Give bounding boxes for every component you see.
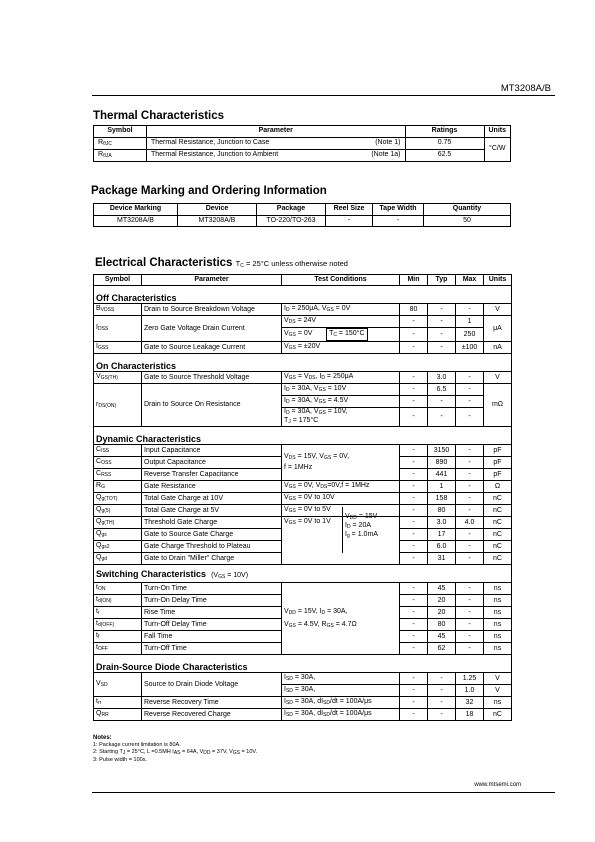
min-cell: - xyxy=(400,673,428,685)
parameter-cell: Rise Time xyxy=(142,607,282,619)
cell: TO-220/TO-263 xyxy=(257,215,326,227)
symbol-cell: $t_{d(ON)}$ xyxy=(94,595,142,607)
unit-cell: nC xyxy=(484,493,512,505)
typ-cell: 31 xyxy=(428,553,456,565)
unit-cell: V xyxy=(484,673,512,685)
col-max: Max xyxy=(456,275,484,286)
symbol-cell: $Q_{g(5)}$ xyxy=(94,505,142,517)
col-typ: Typ xyxy=(428,275,456,286)
rating-cell: 62.5 xyxy=(405,149,484,161)
thermal-title: Thermal Characteristics xyxy=(93,110,225,122)
table-header-row xyxy=(94,126,511,138)
max-cell: - xyxy=(456,541,484,553)
min-cell: - xyxy=(400,481,428,493)
max-cell: - xyxy=(456,607,484,619)
typ-cell: 1 xyxy=(428,481,456,493)
col-symbol: Symbol xyxy=(94,275,142,286)
note-cell: (Note 1a) xyxy=(347,149,406,161)
parameter-cell: Zero Gate Voltage Drain Current xyxy=(142,316,282,342)
table-row xyxy=(94,481,512,493)
max-cell: - xyxy=(456,583,484,595)
unit-cell: nC xyxy=(484,709,512,721)
symbol-cell: $V_{SD}$ xyxy=(94,673,142,697)
min-cell: - xyxy=(400,505,428,517)
table-row xyxy=(94,709,512,721)
part-number: MT3208A/B xyxy=(500,83,551,94)
parameter-cell: Turn-On Delay Time xyxy=(142,595,282,607)
typ-cell: 441 xyxy=(428,469,456,481)
typ-cell: 890 xyxy=(428,457,456,469)
min-cell: - xyxy=(400,607,428,619)
col-device-marking: Device Marking xyxy=(94,204,178,216)
unit-cell: nC xyxy=(484,529,512,541)
unit-cell: ns xyxy=(484,619,512,631)
typ-cell: - xyxy=(428,328,456,342)
unit-cell: ns xyxy=(484,643,512,655)
col-device: Device xyxy=(178,204,257,216)
unit-cell: V xyxy=(484,685,512,697)
condition-cell: $I_{SD} = 30A$, xyxy=(282,673,400,685)
parameter-cell: Gate to Drain "Miller" Charge xyxy=(142,553,282,565)
max-cell: 1.25 xyxy=(456,673,484,685)
section-header-off: Off Characteristics xyxy=(94,286,512,304)
symbol-cell: $V_{GS(TH)}$ xyxy=(94,372,142,384)
min-cell: - xyxy=(400,328,428,342)
cell: MT3208A/B xyxy=(178,215,257,227)
min-cell: - xyxy=(400,493,428,505)
min-cell: - xyxy=(400,553,428,565)
cell: MT3208A/B xyxy=(94,215,178,227)
max-cell: 250 xyxy=(456,328,484,342)
parameter-cell: Gate Charge Threshold to Plateau xyxy=(142,541,282,553)
max-cell: - xyxy=(456,469,484,481)
max-cell: - xyxy=(456,643,484,655)
typ-cell: 62 xyxy=(428,643,456,655)
table-header-row xyxy=(94,275,512,286)
symbol-cell: $t_{OFF}$ xyxy=(94,643,142,655)
symbol-cell: $I_{DSS}$ xyxy=(94,316,142,342)
footer-rule xyxy=(92,792,555,793)
unit-cell: ns xyxy=(484,697,512,709)
symbol-cell: $t_{d(OFF)}$ xyxy=(94,619,142,631)
symbol-cell: $C_{OSS}$ xyxy=(94,457,142,469)
col-tape-width: Tape Width xyxy=(373,204,424,216)
footer-website[interactable]: www.mtsemi.com xyxy=(474,782,521,788)
table-row xyxy=(94,673,512,685)
typ-cell: 17 xyxy=(428,529,456,541)
typ-cell: - xyxy=(428,316,456,328)
symbol-cell: $t_{rr}$ xyxy=(94,697,142,709)
max-cell: - xyxy=(456,396,484,408)
cell: - xyxy=(326,215,373,227)
typ-cell: - xyxy=(428,408,456,427)
table-row xyxy=(94,149,511,161)
parameter-cell: Drain to Source On Resistance xyxy=(142,384,282,427)
parameter-cell: Total Gate Charge at 5V xyxy=(142,505,282,517)
min-cell: - xyxy=(400,529,428,541)
max-cell: 1.0 xyxy=(456,685,484,697)
symbol-cell: $Q_{g(TOT)}$ xyxy=(94,493,142,505)
condition-cell: $V_{GS} = 0V$ $T_C = 150^\circ C$ xyxy=(282,328,400,342)
symbol-cell: $Q_{gs}$ xyxy=(94,529,142,541)
section-header-diode: Drain-Source Diode Characteristics xyxy=(94,655,512,673)
condition-cell: $I_{SD} = 30A$, $dI_{SD}/dt = 100A/\mu s$ xyxy=(282,709,400,721)
min-cell: - xyxy=(400,396,428,408)
min-cell: - xyxy=(400,541,428,553)
typ-cell: 158 xyxy=(428,493,456,505)
symbol-cell: $C_{RSS}$ xyxy=(94,469,142,481)
table-row xyxy=(94,304,512,316)
symbol-cell: $t_{ON}$ xyxy=(94,583,142,595)
unit-cell: V xyxy=(484,304,512,316)
note-1: 1: Package current limitation is 80A. xyxy=(93,742,181,748)
unit-cell: nC xyxy=(484,505,512,517)
unit-cell: ns xyxy=(484,607,512,619)
parameter-cell: Gate to Source Leakage Current xyxy=(142,342,282,354)
max-cell: - xyxy=(456,372,484,384)
condition-cell: $I_{SD} = 30A$, xyxy=(282,685,400,697)
min-cell: - xyxy=(400,709,428,721)
typ-cell: 6.5 xyxy=(428,384,456,396)
table-header-row xyxy=(94,204,511,216)
unit-cell: ns xyxy=(484,583,512,595)
typ-cell: 45 xyxy=(428,631,456,643)
unit-cell: pF xyxy=(484,457,512,469)
col-package: Package xyxy=(257,204,326,216)
unit-cell: nC xyxy=(484,553,512,565)
table-row xyxy=(94,517,512,529)
min-cell: - xyxy=(400,643,428,655)
table-row xyxy=(94,505,512,517)
max-cell: - xyxy=(456,553,484,565)
max-cell: - xyxy=(456,619,484,631)
section-header-switching: Switching Characteristics $(V_{GS} = 10V)$ xyxy=(94,565,512,583)
max-cell: - xyxy=(456,408,484,427)
typ-cell: 3.0 xyxy=(428,517,456,529)
table-row xyxy=(94,583,512,595)
typ-cell: 20 xyxy=(428,607,456,619)
min-cell: - xyxy=(400,517,428,529)
min-cell: - xyxy=(400,384,428,396)
parameter-cell: Threshold Gate Charge xyxy=(142,517,282,529)
units-cell: °C/W xyxy=(484,137,511,161)
section-header-on: On Characteristics xyxy=(94,354,512,372)
symbol-cell: $R_{\theta JC}$ xyxy=(94,137,147,149)
max-cell: - xyxy=(456,505,484,517)
symbol-cell: $r_{DS(ON)}$ xyxy=(94,384,142,427)
table-row xyxy=(94,384,512,396)
parameter-cell: Gate Resistance xyxy=(142,481,282,493)
parameter-cell: Thermal Resistance, Junction to Ambient xyxy=(147,149,347,161)
symbol-cell: $Q_{RR}$ xyxy=(94,709,142,721)
max-cell: ±100 xyxy=(456,342,484,354)
typ-cell: 3.0 xyxy=(428,372,456,384)
symbol-cell: $Q_{gs2}$ xyxy=(94,541,142,553)
parameter-cell: Reverse Transfer Capacitance xyxy=(142,469,282,481)
max-cell: - xyxy=(456,384,484,396)
parameter-cell: Thermal Resistance, Junction to Case xyxy=(147,137,347,149)
condition-cell: $I_D = 250\mu A$, $V_{GS} = 0V$ xyxy=(282,304,400,316)
typ-cell: - xyxy=(428,709,456,721)
max-cell: - xyxy=(456,631,484,643)
table-row xyxy=(94,137,511,149)
package-title: Package Marking and Ordering Information xyxy=(91,185,327,197)
typ-cell: - xyxy=(428,697,456,709)
col-units: Units xyxy=(484,126,511,138)
max-cell: - xyxy=(456,529,484,541)
symbol-cell: $t_f$ xyxy=(94,631,142,643)
symbol-cell: $R_G$ xyxy=(94,481,142,493)
condition-cell: $V_{GS} = V_{DS}$, $I_D = 250\mu A$ xyxy=(282,372,400,384)
table-row xyxy=(94,316,512,328)
parameter-cell: Total Gate Charge at 10V xyxy=(142,493,282,505)
condition-cell: $V_{GS} = 0V$ to 5V xyxy=(282,505,400,517)
package-table xyxy=(93,203,511,227)
symbol-cell: $Q_{gd}$ xyxy=(94,553,142,565)
condition-cell: $V_{GS} = 0V$ to 10V xyxy=(282,493,400,505)
col-parameter: Parameter xyxy=(147,126,406,138)
condition-cell: $I_{SD} = 30A$, $dI_{SD}/dt = 100A/\mu s$ xyxy=(282,697,400,709)
unit-cell: pF xyxy=(484,469,512,481)
typ-cell: 6.0 xyxy=(428,541,456,553)
typ-cell: - xyxy=(428,304,456,316)
notes-heading: Notes: xyxy=(93,735,112,741)
parameter-cell: Turn-Off Delay Time xyxy=(142,619,282,631)
typ-cell: 20 xyxy=(428,595,456,607)
cell: - xyxy=(373,215,424,227)
note-cell: (Note 1) xyxy=(347,137,406,149)
typ-cell: - xyxy=(428,685,456,697)
notes xyxy=(93,735,257,764)
col-quantity: Quantity xyxy=(424,204,511,216)
parameter-cell: Reverse Recovered Charge xyxy=(142,709,282,721)
cell: 50 xyxy=(424,215,511,227)
typ-cell: 80 xyxy=(428,619,456,631)
min-cell: - xyxy=(400,583,428,595)
table-row xyxy=(94,493,512,505)
parameter-cell: Turn-Off Time xyxy=(142,643,282,655)
col-units: Units xyxy=(484,275,512,286)
unit-cell: V xyxy=(484,372,512,384)
min-cell: - xyxy=(400,316,428,328)
typ-cell: 45 xyxy=(428,583,456,595)
max-cell: - xyxy=(456,304,484,316)
rating-cell: 0.75 xyxy=(405,137,484,149)
symbol-cell: $Q_{g(TH)}$ xyxy=(94,517,142,529)
condition-cell: $I_D = 30A$, $V_{GS} = 4.5V$ xyxy=(282,396,400,408)
condition-cell: $I_D = 30A$, $V_{GS} = 10V$ xyxy=(282,384,400,396)
typ-cell: - xyxy=(428,396,456,408)
condition-cell: $V_{GS} = \pm 20V$ xyxy=(282,342,400,354)
symbol-cell: $B_{VDSS}$ xyxy=(94,304,142,316)
unit-cell: nA xyxy=(484,342,512,354)
symbol-cell: $t_r$ xyxy=(94,607,142,619)
parameter-cell: Gate to Source Gate Charge xyxy=(142,529,282,541)
header-rule xyxy=(92,95,555,96)
symbol-cell: $C_{ISS}$ xyxy=(94,445,142,457)
unit-cell: μA xyxy=(484,316,512,342)
parameter-cell: Turn-On Time xyxy=(142,583,282,595)
max-cell: 1 xyxy=(456,316,484,328)
max-cell: - xyxy=(456,595,484,607)
condition-cell: $V_{DD} = 15V$, $I_D = 30A$, $V_{GS} = 4.5V$, $R_{GS} = 4.7\Omega$ xyxy=(282,583,400,655)
typ-cell: 3150 xyxy=(428,445,456,457)
gate-charge-conditions: $V_{DD} = 15V$ $I_D = 20A$ $I_g = 1.0mA$ xyxy=(342,507,378,553)
unit-cell: nC xyxy=(484,517,512,529)
note-3: 3: Pulse width = 100s. xyxy=(93,757,147,763)
min-cell: - xyxy=(400,631,428,643)
table-row xyxy=(94,342,512,354)
electrical-table xyxy=(93,274,512,721)
table-row xyxy=(94,372,512,384)
typ-cell: - xyxy=(428,342,456,354)
parameter-cell: Fall Time xyxy=(142,631,282,643)
max-cell: - xyxy=(456,457,484,469)
parameter-cell: Input Capacitance xyxy=(142,445,282,457)
unit-cell: ns xyxy=(484,595,512,607)
max-cell: - xyxy=(456,445,484,457)
symbol-cell: $R_{\theta JA}$ xyxy=(94,149,147,161)
min-cell: - xyxy=(400,408,428,427)
electrical-title: Electrical Characteristics $T_C = 25^\circ C$ unless otherwise noted xyxy=(95,257,348,269)
parameter-cell: Output Capacitance xyxy=(142,457,282,469)
typ-cell: - xyxy=(428,673,456,685)
unit-cell: Ω xyxy=(484,481,512,493)
col-min: Min xyxy=(400,275,428,286)
unit-cell: nC xyxy=(484,541,512,553)
unit-cell: ns xyxy=(484,631,512,643)
col-test-conditions: Test Conditions xyxy=(282,275,400,286)
max-cell: 32 xyxy=(456,697,484,709)
min-cell: - xyxy=(400,619,428,631)
parameter-cell: Reverse Recovery Time xyxy=(142,697,282,709)
condition-cell: $V_{DS} = 24V$ xyxy=(282,316,400,328)
unit-cell: mΩ xyxy=(484,384,512,427)
max-cell: - xyxy=(456,481,484,493)
min-cell: - xyxy=(400,445,428,457)
parameter-cell: Drain to Source Breakdown Voltage xyxy=(142,304,282,316)
condition-cell: $V_{DS} = 15V$, $V_{GS} = 0V$, f = 1MHz xyxy=(282,445,400,481)
symbol-cell: $I_{GSS}$ xyxy=(94,342,142,354)
parameter-cell: Source to Drain Diode Voltage xyxy=(142,673,282,697)
min-cell: - xyxy=(400,372,428,384)
note-2: 2: Starting $T_J = 25^\circ C$, L =0.5MH $I_{AS} = 64A$, $V_{DD} = 37V$, $V_{GS} = 10V$. xyxy=(93,749,258,756)
min-cell: 80 xyxy=(400,304,428,316)
table-row xyxy=(94,215,511,227)
condition-cell: $V_{GS} = 0V$, $V_{DS}=0V,f = 1MHz$ xyxy=(282,481,400,493)
col-reel-size: Reel Size xyxy=(326,204,373,216)
max-cell: 18 xyxy=(456,709,484,721)
max-cell: 4.0 xyxy=(456,517,484,529)
table-row xyxy=(94,445,512,457)
table-row xyxy=(94,697,512,709)
unit-cell: pF xyxy=(484,445,512,457)
min-cell: - xyxy=(400,595,428,607)
section-header-dynamic: Dynamic Characteristics xyxy=(94,427,512,445)
min-cell: - xyxy=(400,342,428,354)
col-parameter: Parameter xyxy=(142,275,282,286)
col-symbol: Symbol xyxy=(94,126,147,138)
min-cell: - xyxy=(400,469,428,481)
thermal-table xyxy=(93,125,511,162)
min-cell: - xyxy=(400,457,428,469)
min-cell: - xyxy=(400,685,428,697)
typ-cell: 80 xyxy=(428,505,456,517)
max-cell: - xyxy=(456,493,484,505)
condition-cell: $V_{GS} = 0V$ to 1V $V_{DD} = 15V$ $I_D = 20A$ $I_g = 1.0mA$ xyxy=(282,517,400,565)
condition-cell: $I_D = 30A$, $V_{GS} = 10V$, $T_J = 175^\circ C$ xyxy=(282,408,400,427)
col-ratings: Ratings xyxy=(405,126,484,138)
parameter-cell: Gate to Source Threshold Voltage xyxy=(142,372,282,384)
min-cell: - xyxy=(400,697,428,709)
